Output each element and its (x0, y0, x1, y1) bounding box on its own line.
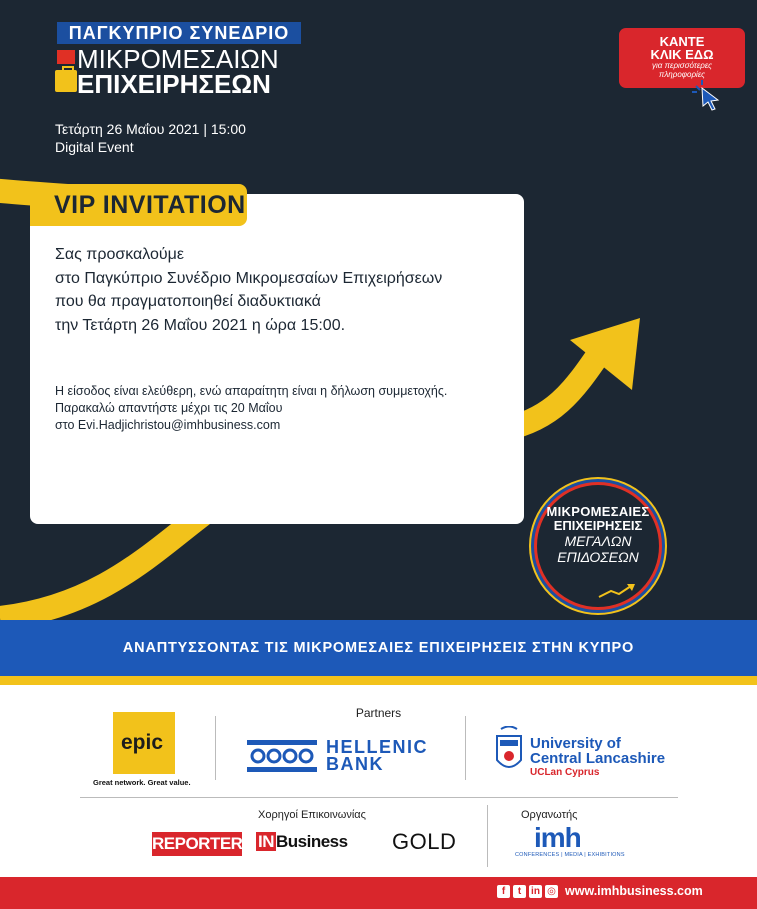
logo-top-bar: ΠΑΓΚΥΠΡΙΟ ΣΥΝΕΔΡΙΟ (57, 22, 301, 44)
instagram-icon[interactable]: ◎ (545, 885, 558, 898)
click-line1: ΚΑΝΤΕ (659, 34, 705, 49)
rsvp-email-link[interactable]: στο Evi.Hadjichristou@imhbusiness.com (55, 418, 281, 432)
badge-line4: ΕΠΙΔΟΣΕΩΝ (557, 549, 639, 565)
invitation-body (55, 243, 520, 337)
epic-logo-text: epic (121, 731, 164, 754)
cursor-click-icon (690, 78, 724, 112)
inbusiness-logo[interactable] (256, 832, 348, 852)
badge-logo (534, 482, 662, 610)
facebook-icon[interactable]: f (497, 885, 510, 898)
invite-line: που θα πραγματοποιηθεί διαδυκτιακά (55, 293, 321, 310)
logo-line2: ΜΙΚΡΟΜΕΣΑΙΩΝ (77, 44, 279, 74)
event-date: Τετάρτη 26 Μαΐου 2021 | 15:00 (55, 121, 246, 137)
uclan-line2: Central Lancashire (530, 750, 666, 767)
logo-red-square (57, 50, 75, 64)
badge-line1: ΜΙΚΡΟΜΕΣΑΙΕΣ (546, 504, 650, 519)
invite-line: στο Παγκύπριο Συνέδριο Μικρομεσαίων Επιχειρήσεων (55, 269, 443, 287)
organizer-label: Οργανωτής (521, 809, 578, 821)
vip-invitation-tag: VIP INVITATION (30, 184, 247, 226)
briefcase-icon (55, 70, 77, 92)
slogan-text: ΑΝΑΠΤΥΣΣΟΝΤΑΣ ΤΙΣ ΜΙΚΡΟΜΕΣΑΙΕΣ ΕΠΙΧΕΙΡΗΣΕΙΣ ΣΤΗΝ ΚΥΠΡΟ (122, 640, 635, 656)
hellenic-bank-text (326, 739, 428, 773)
reporter-logo[interactable]: REPORTER (152, 832, 242, 856)
click-sub1: για περισσότερες (652, 61, 712, 70)
inbusiness-rest: Business (276, 832, 348, 851)
hellenic-line2: BANK (326, 754, 384, 774)
imh-tagline: CONFERENCES | MEDIA | EXHIBITIONS (515, 852, 625, 858)
badge-line2: ΕΠΙΧΕΙΡΗΣΕΙΣ (553, 518, 643, 533)
hellenic-line1: HELLENIC (326, 737, 428, 757)
ribbon-gold-stripe (0, 676, 757, 685)
divider (487, 805, 488, 867)
hellenic-bank-logo-icon[interactable] (245, 737, 320, 775)
badge-arrow-icon (597, 583, 637, 599)
inbusiness-in: IN (258, 832, 274, 851)
invite-line: την Τετάρτη 26 Μαΐου 2021 η ώρα 15:00. (55, 316, 346, 334)
gold-logo[interactable]: GOLD (392, 829, 457, 854)
uclan-line1: University of (530, 735, 621, 752)
event-type: Digital Event (55, 139, 134, 155)
logo-line3: ΕΠΙΧΕΙΡΗΣΕΩΝ (77, 69, 271, 99)
divider (80, 797, 678, 798)
divider (215, 716, 216, 780)
twitter-icon[interactable]: t (513, 885, 526, 898)
linkedin-icon[interactable]: in (529, 885, 542, 898)
media-sponsors-label: Χορηγοί Επικοινωνίας (258, 809, 366, 821)
invite-line: Σας προσκαλούμε (55, 246, 185, 263)
uclan-crest-icon[interactable] (494, 726, 524, 776)
invitation-notes (55, 383, 520, 434)
partners-label: Partners (355, 706, 402, 720)
website-link[interactable]: www.imhbusiness.com (565, 884, 703, 898)
epic-tagline: Great network. Great value. (93, 778, 191, 787)
badge-line3: ΜΕΓΑΛΩΝ (564, 533, 632, 549)
imh-logo[interactable]: imh (534, 822, 581, 853)
note-line: Παρακαλώ απαντήστε μέχρι τις 20 Μαΐου (55, 401, 283, 415)
uclan-text (530, 736, 665, 779)
click-sub2: πληροφορίες (659, 70, 705, 79)
click-line2: ΚΛΙΚ ΕΔΩ (650, 47, 714, 62)
note-line: Η είσοδος είναι ελεύθερη, ενώ απαραίτητη είναι η δήλωση συμμετοχής. (55, 384, 448, 398)
click-here-button[interactable] (619, 28, 745, 88)
uclan-sub: UCLan Cyprus (530, 767, 600, 778)
divider (465, 716, 466, 780)
